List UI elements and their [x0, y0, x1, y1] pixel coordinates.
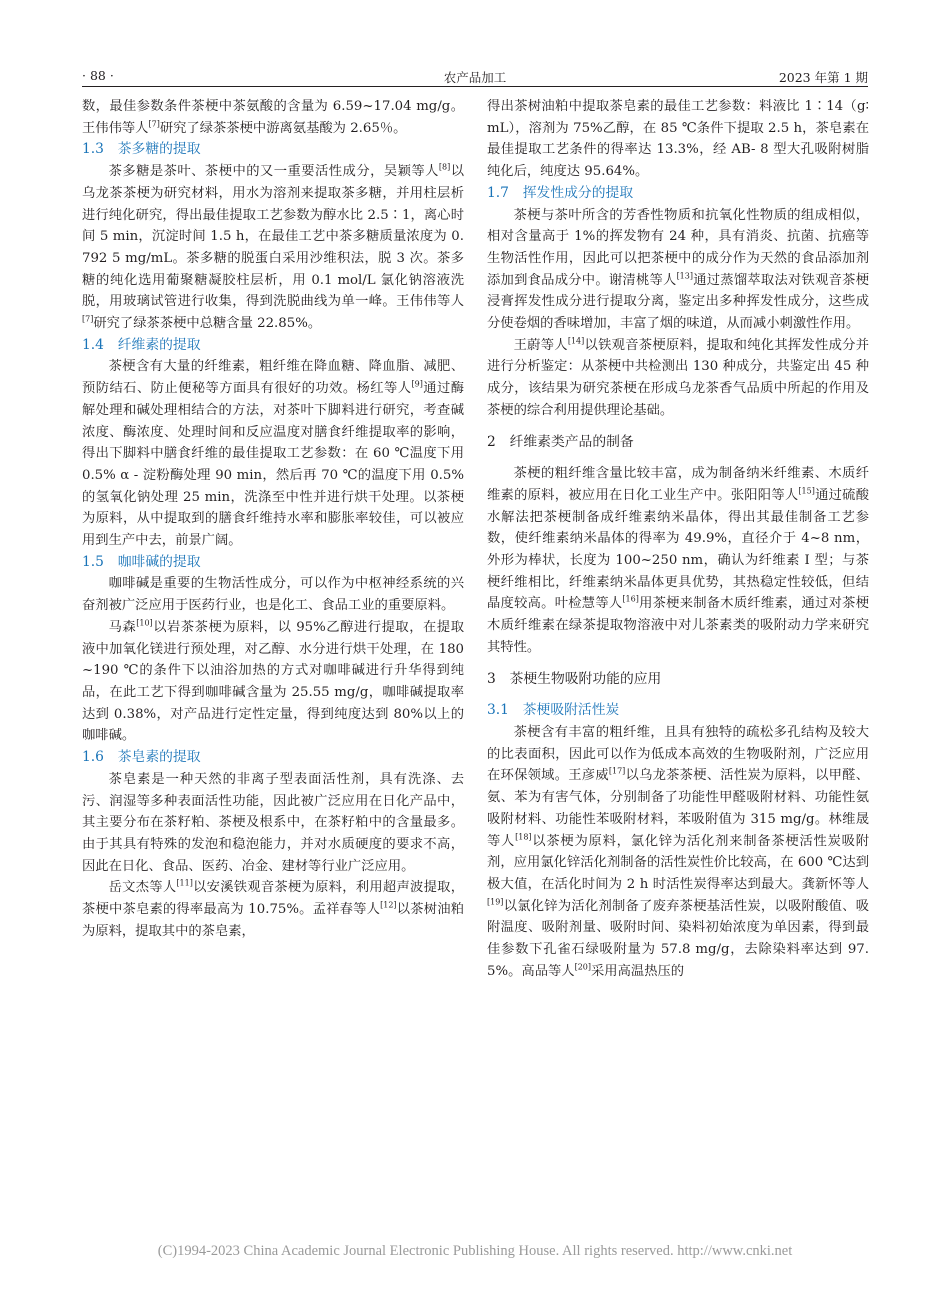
paragraph: 王蔚等人[14]以铁观音茶梗原料，提取和纯化其挥发性成分并进行分析鉴定：从茶梗中共检测出 130 种成分，共鉴定出 45 种成分，该结果为研究茶梗在形成乌龙茶香气品质中所起的作用及茶梗的综合利用提供理论基础。	[487, 336, 870, 418]
paragraph: 得出茶树油粕中提取茶皂素的最佳工艺参数：料液比 1∶14（g∶mL），溶剂为 75%乙醇，在 85 ℃条件下提取 2.5 h，茶皂素在最佳提取工艺条件的得率达 13.3%，经 AB- 8 型大孔吸附树脂纯化后，纯度达 95.64%。	[487, 99, 869, 180]
paragraph: 茶多糖是茶叶、茶梗中的又一重要活性成分，吴颖等人[8]以乌龙茶茶梗为研究材料，用水为溶剂来提取茶多糖，并用柱层析进行纯化研究，得出最佳提取工艺参数为醇水比 2.5∶1，离心时间 5 min，沉淀时间 1.5 h，在最佳工艺中茶多糖质量浓度为 0.792 5 mg/mL。茶多糖的脱蛋白采用沙维积法，脱 3 次。茶多糖的纯化选用葡聚糖凝胶柱层析，用 0.1 mol/L 氯化钠溶液洗脱，用玻璃试管进行收集，得到洗脱曲线为单一峰。王伟伟等人[7]研究了绿茶茶梗中总糖含量 22.85%。	[82, 162, 465, 332]
paragraph: 茶梗含有大量的纤维素，粗纤维在降血糖、降血脂、减肥、预防结石、防止便秘等方面具有很好的功效。杨红等人[9]通过酶解处理和碱处理相结合的方法，对茶叶下脚料进行研究，考查碱浓度、酶浓度、处理时间和反应温度对膳食纤维提取率的影响，得出下脚料中膳食纤维的最佳提取工艺参数：在 60 ℃温度下用 0.5% α - 淀粉酶处理 90 min，然后再 70 ℃的温度下用 0.5%的氢氧化钠处理 25 min，洗涤至中性并进行烘干处理。以茶梗为原料，从中提取到的膳食纤维持水率和膨胀率较佳，可以被应用到生产中去，前景广阔。	[82, 359, 465, 549]
section-heading-1-6: 1.6 茶皂素的提取	[82, 749, 201, 766]
paragraph: 咖啡碱是重要的生物活性成分，可以作为中枢神经系统的兴奋剂被广泛应用于医药行业，也是化工、食品工业的重要原料。	[82, 576, 464, 614]
paragraph: 数，最佳参数条件茶梗中茶氨酸的含量为 6.59~17.04 mg/g。王伟伟等人[7]研究了绿茶茶梗中游离氨基酸为 2.65％。	[82, 99, 464, 136]
left-column	[82, 96, 464, 942]
issue-label: 2023 年第 1 期	[778, 70, 868, 85]
paragraph: 茶梗含有丰富的粗纤维，且具有独特的疏松多孔结构及较大的比表面积，因此可以作为低成本高效的生物吸附剂，广泛应用在环保领域。王彦威[17]以乌龙茶茶梗、活性炭为原料，以甲醛、氨、苯为有害气体，分别制备了功能性甲醛吸附材料、功能性氨吸附材料、功能性苯吸附材料，苯吸附值为 315 mg/g。林维晟等人[18]以茶梗为原料，氯化锌为活化剂来制备茶梗活性炭吸附剂，应用氯化锌活化剂制备的活性炭性价比较高，在 600 ℃达到极大值，在活化时间为 2 h 时活性炭得率达到最大。龚新怀等人[19]以氯化锌为活化剂制备了废弃茶梗基活性炭，以吸附酸值、吸附温度、吸附剂量、吸附时间、染料初始浓度为单因素，得到最佳参数下孔雀石绿吸附量为 57.8 mg/g，去除染料率达到 97.5%。高品等人[20]采用高温热压的	[487, 724, 870, 979]
paragraph: 岳文杰等人[11]以安溪铁观音茶梗为原料，利用超声波提取，茶梗中茶皂素的得率最高为 10.75%。孟祥春等人[12]以茶树油粕为原料，提取其中的茶皂素，	[82, 878, 464, 939]
paragraph: 马森[10]以岩茶茶梗为原料，以 95%乙醇进行提取，在提取液中加氧化镁进行预处理，对乙醇、水分进行烘干处理，在 180~190 ℃的条件下以油浴加热的方式对咖啡碱进行升华得到纯品，在此工艺下得到咖啡碱含量为 25.55 mg/g，咖啡碱提取率达到 0.38%，对产品进行定性定量，得到纯度达到 80%以上的咖啡碱。	[82, 618, 465, 744]
section-heading-1-3: 1.3 茶多糖的提取	[82, 141, 201, 158]
right-column	[487, 96, 869, 982]
paragraph: 茶梗的粗纤维含量比较丰富，成为制备纳米纤维素、木质纤维素的原料，被应用在日化工业生产中。张阳阳等人[15]通过硫酸水解法把茶梗制备成纤维素纳米晶体，得出其最佳制备工艺参数，使纤维素纳米晶体的得率为 49.9%，直径介于 4~8 nm，外形为棒状，长度为 100~250 nm，确认为纤维素 I 型；与茶梗纤维相比，纤维素纳米晶体更具优势，其热稳定性较低，但结晶度较高。叶检慧等人[16]用茶梗来制备木质纤维素，通过对茶梗木质纤维素在绿茶提取物溶液中对儿茶素类的吸附动力学来研究其特性。	[487, 466, 870, 655]
section-heading-1-4: 1.4 纤维素的提取	[82, 336, 201, 353]
section-heading-1-5: 1.5 咖啡碱的提取	[82, 553, 201, 570]
section-heading-1-7: 1.7 挥发性成分的提取	[487, 184, 634, 201]
page-number: · 88 ·	[82, 68, 114, 83]
copyright-footer: (C)1994-2023 China Academic Journal Electronic Publishing House. All rights reserved. http://www.cnki.net	[157, 1243, 793, 1259]
section-heading-3-1: 3.1 茶梗吸附活性炭	[487, 702, 620, 719]
paragraph: 茶皂素是一种天然的非离子型表面活性剂，具有洗涤、去污、润湿等多种表面活性功能，因此被广泛应用在日化产品中，其主要分布在茶籽粕、茶梗及根系中，在茶籽粕中的含量最多。由于其具有特殊的发泡和稳泡能力，并对水质硬度的要求不高，因此在日化、食品、医药、冶金、建材等行业广泛应用。	[82, 771, 464, 874]
section-heading-2: 2 纤维素类产品的制备	[487, 433, 634, 450]
section-heading-3: 3 茶梗生物吸附功能的应用	[487, 670, 662, 687]
paragraph: 茶梗与茶叶所含的芳香性物质和抗氧化性物质的组成相似，相对含量高于 1%的挥发物有 24 种，具有消炎、抗菌、抗癌等生物活性作用，因此可以把茶梗中的成分作为天然的食品添加剂添加到食品成分中。谢清桃等人[13]通过蒸馏萃取法对铁观音茶梗浸膏挥发性成分进行提取分离，鉴定出多种挥发性成分，这些成分使卷烟的香味增加，丰富了烟的味道，从而减小刺激性作用。	[487, 207, 870, 332]
page-header	[82, 66, 868, 87]
journal-name: 农产品加工	[443, 70, 507, 85]
